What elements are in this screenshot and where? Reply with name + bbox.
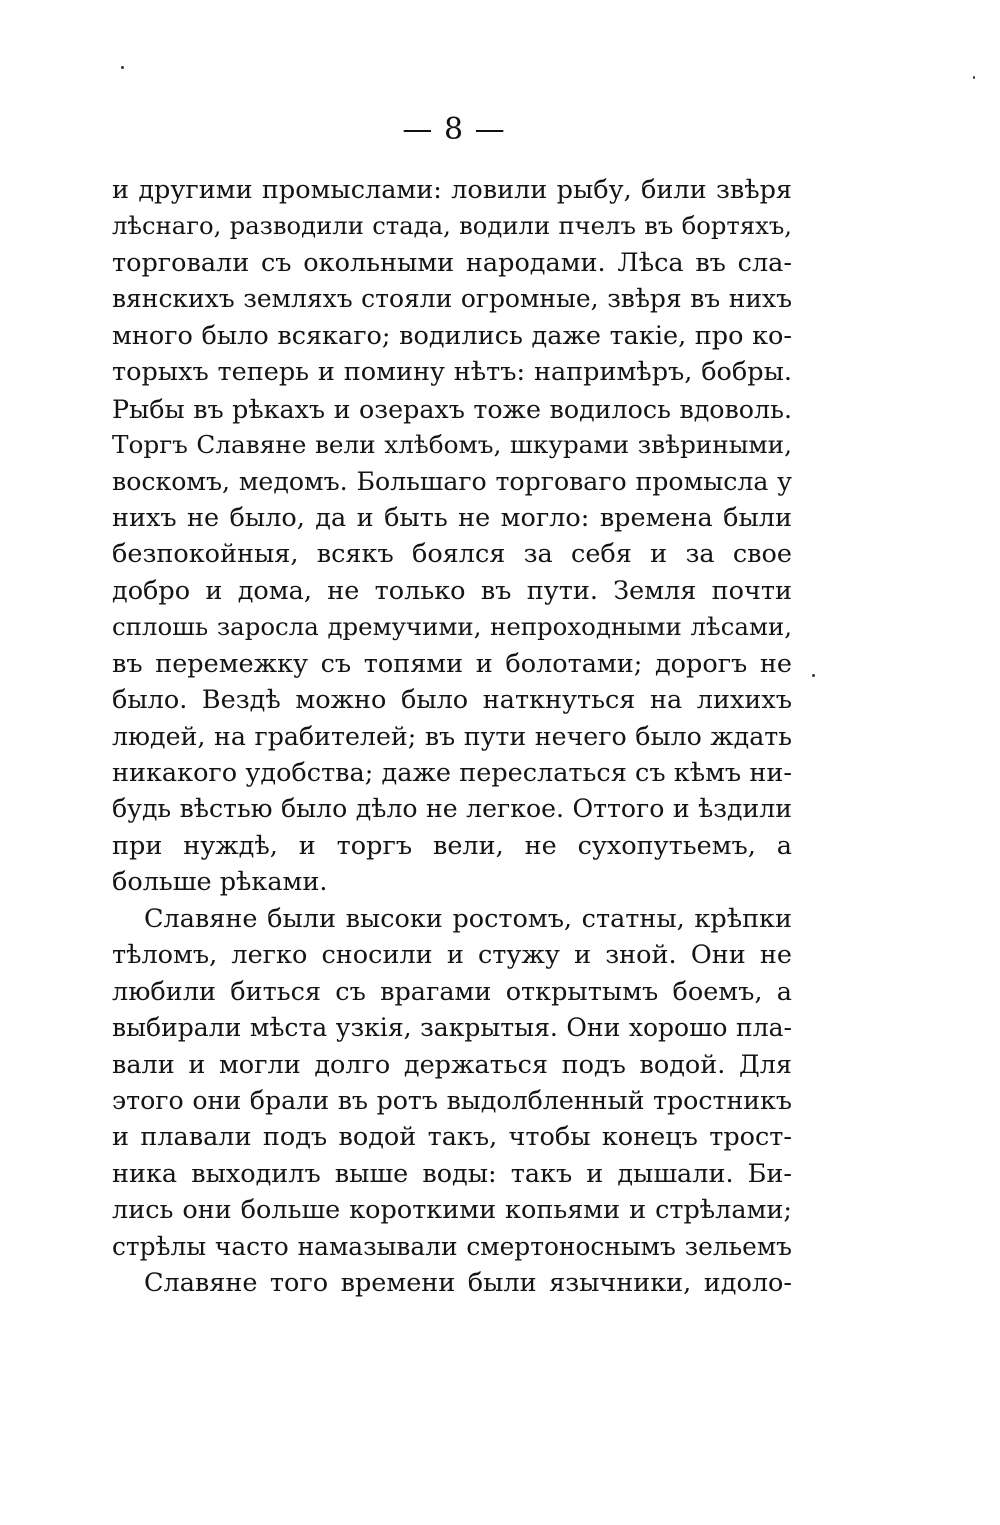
text-line: Рыбы въ рѣкахъ и озерахъ тоже водилось вдоволь.	[112, 393, 792, 424]
print-speck	[812, 674, 815, 677]
paragraph-3	[112, 1265, 792, 1301]
text-line: тѣломъ, легко сносили и стужу и зной. Они не	[112, 940, 792, 971]
text-line: ника выходилъ выше воды: такъ и дышали. Би-	[112, 1158, 792, 1189]
text-line: Торгъ Славяне вели хлѣбомъ, шкурами звѣриными,	[112, 430, 792, 460]
text-line: сплошь заросла дремучими, непроходными лѣсами,	[112, 612, 792, 642]
text-line: Славяне того времени были язычники, идоло-	[144, 1268, 792, 1299]
text-line: лись они больше короткими копьями и стрѣлами;	[112, 1195, 792, 1226]
paragraph-1	[112, 172, 792, 901]
text-line: было. Вездѣ можно было наткнуться на лихихъ	[112, 685, 792, 716]
text-line: вянскихъ земляхъ стояли огромные, звѣря въ нихъ	[112, 284, 792, 314]
text-line: безпокойныя, всякъ боялся за себя и за свое	[112, 539, 792, 570]
text-line: торыхъ теперь и помину нѣтъ: напримѣръ, бобры.	[112, 357, 792, 388]
text-line: и плавали подъ водой такъ, чтобы конецъ трост-	[112, 1122, 792, 1153]
text-line: любили биться съ врагами открытымъ боемъ, а	[112, 976, 792, 1007]
text-line: при нуждѣ, и торгъ вели, не сухопутьемъ, а	[112, 830, 792, 861]
text-line: Славяне были высоки ростомъ, статны, крѣпки	[144, 903, 792, 934]
paragraph-2	[112, 901, 792, 1265]
text-line: много было всякаго; водились даже такіе, про ко-	[112, 320, 792, 351]
text-line: выбирали мѣста узкія, закрытыя. Они хорошо пла-	[112, 1013, 792, 1043]
text-line: людей, на грабителей; въ пути нечего было ждать	[112, 721, 792, 751]
text-line: торговали съ окольными народами. Лѣса въ сла-	[112, 247, 792, 278]
text-line: больше рѣками.	[112, 867, 328, 898]
text-line: добро и дома, не только въ пути. Земля почти	[112, 575, 792, 606]
text-line: этого они брали въ ротъ выдолбленный тростникъ	[112, 1085, 792, 1115]
text-line: нихъ не было, да и быть не могло: времена были	[112, 502, 792, 533]
text-line: лѣснаго, разводили стада, водили пчелъ въ бортяхъ,	[112, 211, 792, 241]
text-line: въ перемежку съ топями и болотами; дорогъ не	[112, 648, 792, 679]
text-line: и другими промыслами: ловили рыбу, били звѣря	[112, 175, 792, 205]
text-line: стрѣлы часто намазывали смертоноснымъ зельемъ	[112, 1231, 792, 1261]
print-speck	[121, 66, 124, 69]
text-line: никакого удобства; даже переслаться съ кѣмъ ни-	[112, 758, 792, 788]
text-line: будь вѣстью было дѣло не легкое. Оттого и ѣздили	[112, 794, 792, 824]
page-number: — 8 —	[402, 112, 506, 147]
print-speck	[973, 76, 975, 79]
body-text	[112, 172, 792, 1302]
text-line: вали и могли долго держаться подъ водой. Для	[112, 1049, 792, 1080]
text-line: воскомъ, медомъ. Большаго торговаго промысла у	[112, 466, 792, 496]
